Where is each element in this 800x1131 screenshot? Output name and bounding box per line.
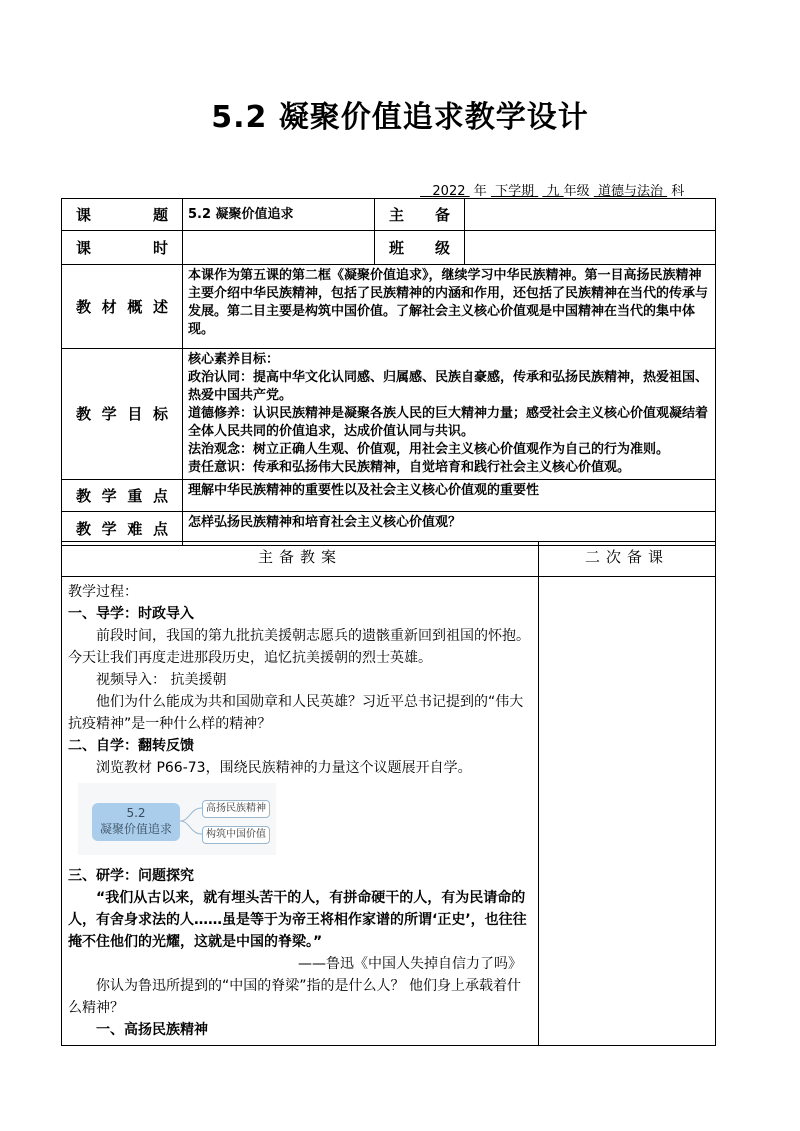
- video-intro: 视频导入： 抗美援朝: [96, 672, 227, 688]
- overview-label: 教材概述: [62, 265, 183, 349]
- mind-map-branch: 构筑中国价值: [202, 826, 270, 844]
- overview-text: 本课作为第五课的第二框《凝聚价值追求》，继续学习中华民族精神。第一目高扬民族精神主要介绍中华民族精神，包括了民族精神的内涵和作用，还包括了民族精神在当代的传承与发展。第二目主要是构筑中国价值。了解社会主义核心价值观是中国精神在当代的集中体现。: [183, 265, 716, 349]
- key-text: 理解中华民族精神的重要性以及社会主义核心价值观的重要性: [183, 480, 716, 512]
- section-2-paragraph: 浏览教材 P66-73，围绕民族精神的力量这个议题展开自学。: [96, 760, 472, 776]
- document-title: 5.2 凝聚价值追求教学设计: [211, 100, 589, 135]
- topic-value: 5.2 凝聚价值追求: [183, 199, 375, 231]
- goals-content: [183, 349, 716, 480]
- mind-map-root: 5.2 凝聚价值追求: [92, 803, 180, 841]
- process-heading: 教学过程：: [68, 584, 138, 600]
- section-1-question: 他们为什么能成为共和国勋章和人民英雄？习近平总书记提到的“伟大抗疫精神”是一种什么样的精神？: [68, 694, 524, 732]
- meta-grade-suffix: 年级: [563, 184, 590, 199]
- lu-xun-quote: “我们从古以来，就有埋头苦干的人，有拼命硬干的人，有为民请命的人，有舍身求法的人……虽是等于为帝王将相作家谱的所谓‘正史’，也往往掩不住他们的光耀，这就是中国的脊梁。”: [68, 890, 527, 950]
- subsection-title: 一、高扬民族精神: [96, 1022, 208, 1038]
- topic-label: 课题: [62, 199, 183, 231]
- goals-line: 道德修养：认识民族精神是凝聚各族人民的巨大精神力量；感受社会主义核心价值观凝结着全体人民共同的价值追求，达成价值认同与共识。: [188, 406, 709, 439]
- main-plan-header: 主备教案: [62, 542, 539, 577]
- meta-subject: 道德与法治: [597, 184, 663, 199]
- second-plan-header: 二次备课: [539, 542, 716, 577]
- goals-line: 政治认同：提高中华文化认同感、归属感、民族自豪感，传承和弘扬民族精神，热爱祖国、热爱中国共产党。: [188, 370, 709, 403]
- goals-line: 法治观念：树立正确人生观、价值观，用社会主义核心价值观作为自己的行为准则。: [188, 442, 670, 457]
- meta-term: 下学期: [495, 184, 535, 199]
- difficulty-label: 教学难点: [62, 512, 183, 546]
- quote-source: ——鲁迅《中国人失掉自信力了吗》: [298, 956, 522, 972]
- goals-line: 责任意识：传承和弘扬伟大民族精神，自觉培育和践行社会主义核心价值观。: [188, 460, 631, 475]
- section-1-paragraph: 前段时间，我国的第九批抗美援朝志愿兵的遗骸重新回到祖国的怀抱。今天让我们再度走进那段历史，追忆抗美援朝的烈士英雄。: [68, 628, 530, 666]
- mind-map-branch: 高扬民族精神: [202, 800, 270, 818]
- hours-value: [183, 231, 375, 265]
- section-2-title: 二、自学：翻转反馈: [68, 738, 194, 754]
- meta-year: 2022: [432, 184, 466, 199]
- section-3-title: 三、研学：问题探究: [68, 868, 194, 884]
- key-label: 教学重点: [62, 480, 183, 512]
- course-meta: [420, 180, 700, 199]
- lead-label: 主备: [375, 199, 465, 231]
- difficulty-text: 怎样弘扬民族精神和培育社会主义核心价值观？: [183, 512, 716, 546]
- meta-subject-suffix: 科: [671, 184, 685, 199]
- meta-year-suffix: 年: [473, 184, 487, 199]
- lesson-info-table: [61, 198, 716, 546]
- mind-map: [78, 783, 276, 855]
- main-plan-body: [62, 577, 539, 1046]
- goals-line: 核心素养目标：: [188, 352, 280, 367]
- second-plan-body: [539, 577, 716, 1046]
- class-value: [465, 231, 716, 265]
- section-3-question: 你认为鲁迅所提到的“中国的脊梁”指的是什么人？ 他们身上承载着什么精神？: [68, 978, 521, 1016]
- class-label: 班级: [375, 231, 465, 265]
- goals-label: 教学目标: [62, 349, 183, 480]
- lesson-plan-table: [61, 541, 716, 1046]
- hours-label: 课时: [62, 231, 183, 265]
- meta-grade: 九: [546, 184, 560, 199]
- lead-value: [465, 199, 716, 231]
- section-1-title: 一、导学：时政导入: [68, 606, 194, 622]
